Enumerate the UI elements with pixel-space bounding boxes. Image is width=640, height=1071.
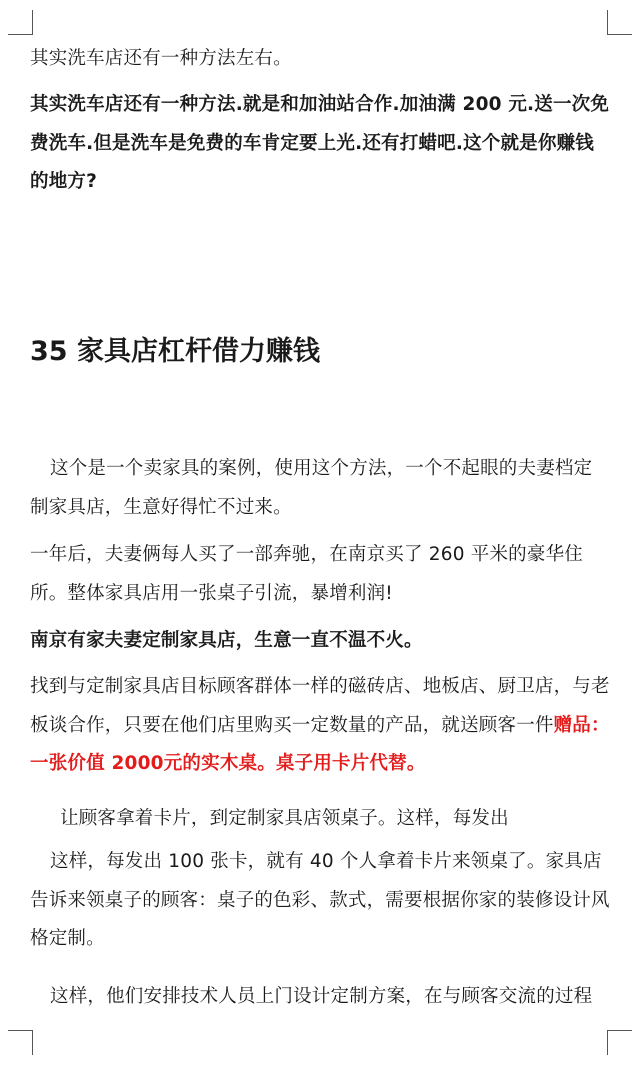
gift-highlight: 赠品：一张价值 2000元的实木桌。桌子用卡片代替。 [30, 714, 610, 774]
paragraph-nanjing-store: 南京有家夫妻定制家具店，生意一直不温不火。 [30, 630, 423, 651]
partnership-text: 找到与定制家具店目标顾客群体一样的磁砖店、地板店、厨卫店，与老板谈合作，只要在他们店里购买一定数量的产品，就送顾客一件 [30, 676, 610, 736]
page-corner-mark-top-right [607, 10, 632, 35]
paragraph-case-result: 一年后，夫妻俩每人买了一部奔驰，在南京买了 260 平米的豪华住所。整体家具店用一张桌子引流，暴增利润! [30, 544, 583, 604]
paragraph-card-pickup: 让顾客拿着卡片，到定制家具店领桌子。这样，每发出 [60, 808, 509, 829]
paragraph-design-visit: 这样，他们安排技术人员上门设计定制方案，在与顾客交流的过程 [50, 986, 593, 1007]
page-corner-mark-bottom-right [607, 1030, 632, 1055]
paragraph-car-wash-intro: 其实洗车店还有一种方法左右。 [30, 48, 292, 69]
paragraph-card-conversion: 这样，每发出 100 张卡，就有 40 个人拿着卡片来领桌了。家具店告诉来领桌子的顾客：桌子的色彩、款式，需要根据你家的装修设计风格定制。 [30, 851, 610, 949]
paragraph-car-wash-method: 其实洗车店还有一种方法.就是和加油站合作.加油满 200 元.送一次免费洗车.但是洗车是免费的车肯定要上光.还有打蜡吧.这个就是你赚钱的地方? [30, 94, 610, 192]
section-heading: 35 家具店杠杆借力赚钱 [30, 336, 320, 367]
paragraph-case-intro: 这个是一个卖家具的案例，使用这个方法，一个不起眼的夫妻档定制家具店，生意好得忙不过来。 [30, 458, 593, 518]
page-corner-mark-bottom-left [8, 1030, 33, 1055]
paragraph-partnership [30, 668, 610, 784]
page-corner-mark-top-left [8, 10, 33, 35]
